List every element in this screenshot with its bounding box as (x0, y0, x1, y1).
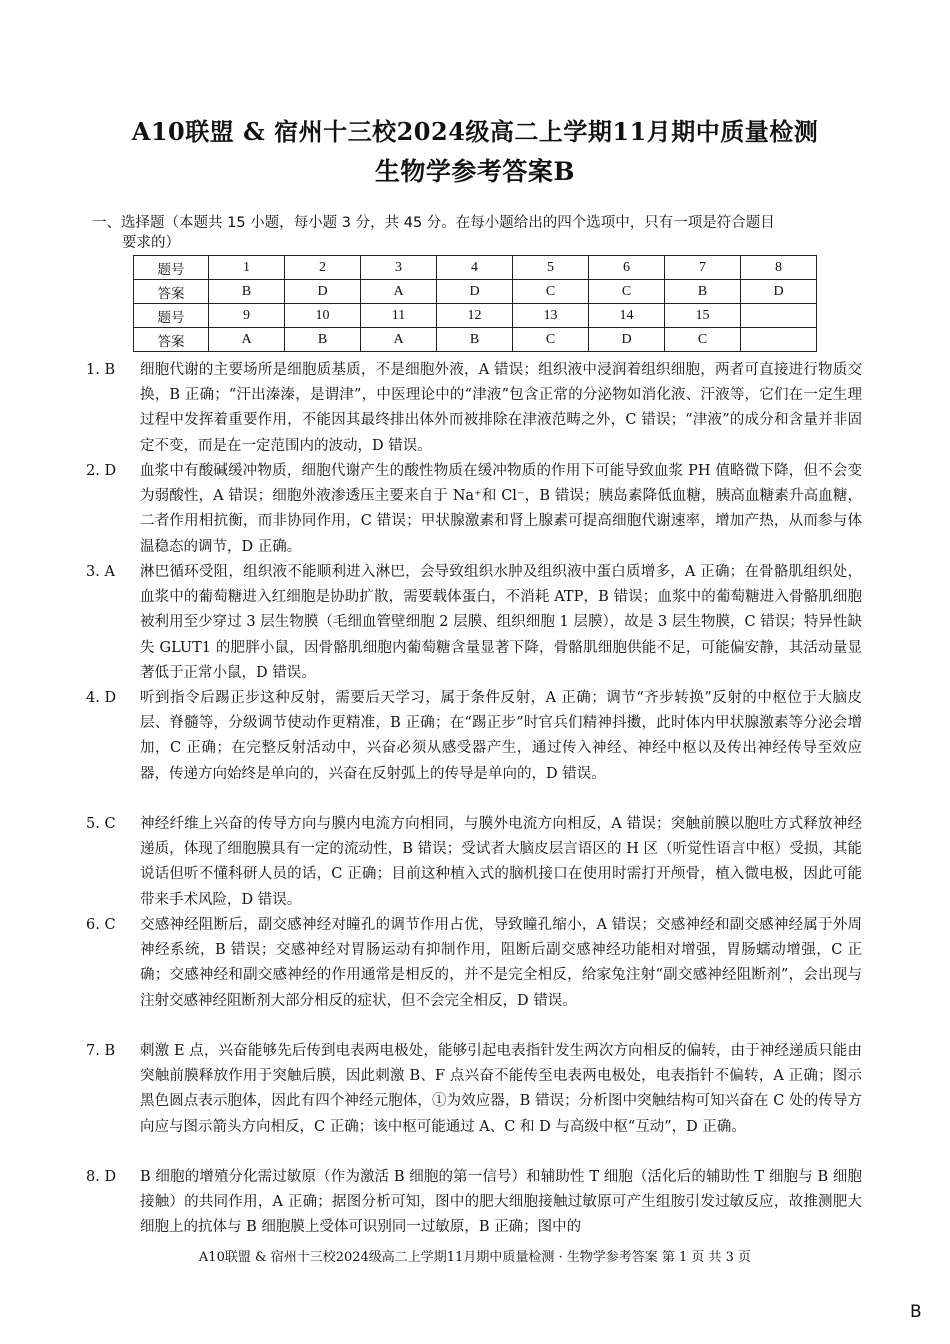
question-number-row-cell: 1 (209, 256, 285, 280)
question-number-row-cell: 13 (513, 304, 589, 328)
question-number-row-cell: 2 (285, 256, 361, 280)
question-number: 4. D (86, 690, 117, 706)
explanation-text: B 细胞的增殖分化需过敏原（作为激活 B 细胞的第一信号）和辅助性 T 细胞（活化后的辅助性 T 细胞与 B 细胞接触）的共同作用，A 正确；据图分析可知，图中的肥大细胞接触过敏原可产生组胺引发过敏反应，故推测肥大细胞上的抗体与 B 细胞膜上受体可识别同一过敏原，B 正确；图中的 (140, 1169, 862, 1236)
page-footer: A10联盟 & 宿州十三校2024级高二上学期11月期中质量检测 · 生物学参考答案 第 1 页 共 3 页 (198, 1250, 752, 1265)
answer-row (134, 328, 817, 352)
explanation-text: 交感神经阻断后，副交感神经对瞳孔的调节作用占优，导致瞳孔缩小，A 错误；交感神经和副交感神经属于外周神经系统，B 错误；交感神经对胃肠运动有抑制作用，阻断后副交感神经功能相对增强，胃肠蠕动增强，C 正确；交感神经和副交感神经的作用通常是相反的，并不是完全相反，给家兔注射“副交感神经阻断剂”，会出现与注射交感神经阻断剂大部分相反的症状，但不会完全相反，D 错误。 (140, 917, 862, 1009)
answer-row-cell: C (513, 328, 589, 352)
question-number: 7. B (86, 1043, 116, 1059)
question-number-row-cell: 7 (665, 256, 741, 280)
question-number-row-cell (741, 304, 817, 328)
section-label: 一、选择题（本题共 15 小题，每小题 3 分，共 45 分。在每小题给出的四个选项中，只有一项是符合题目 (92, 215, 775, 231)
question-number-row-label: 题号 (134, 304, 209, 328)
answer-row-cell: C (513, 280, 589, 304)
answer-explanation (86, 913, 862, 1014)
answer-row-label: 答案 (134, 280, 209, 304)
answer-row (134, 280, 817, 304)
question-number-row-cell: 11 (361, 304, 437, 328)
answer-table (133, 255, 817, 352)
answer-row-cell: D (285, 280, 361, 304)
section-heading (92, 213, 872, 253)
explanation-text: 神经纤维上兴奋的传导方向与膜内电流方向相同，与膜外电流方向相反，A 错误；突触前膜以胞吐方式释放神经递质，体现了细胞膜具有一定的流动性，B 错误；受试者大脑皮层言语区的 H 区（听觉性语言中枢）受损，其能说话但听不懂科研人员的话，C 正确；目前这种植入式的脑机接口在使用时需打开颅骨，植入微电极，因此可能带来手术风险，D 错误。 (140, 816, 862, 908)
version-mark: B (910, 1302, 922, 1322)
answer-explanation (86, 1165, 862, 1241)
answer-row-cell: D (437, 280, 513, 304)
question-number-row-cell: 10 (285, 304, 361, 328)
answer-explanation (86, 459, 862, 560)
answer-row-cell: B (285, 328, 361, 352)
answer-explanation (86, 812, 862, 913)
question-number-row (134, 304, 817, 328)
explanation-text: 刺激 E 点，兴奋能够先后传到电表两电极处，能够引起电表指针发生两次方向相反的偏转，由于神经递质只能由突触前膜释放作用于突触后膜，因此刺激 B、F 点兴奋不能传至电表两电极处，电表指针不偏转，A 正确；图示黑色圆点表示胞体，因此有四个神经元胞体，①为效应器，B 错误；分析图中突触结构可知兴奋在 C 处的传导方向应与图示箭头方向相反，C 正确；该中枢可能通过 A、C 和 D 与高级中枢“互动”，D 正确。 (140, 1043, 862, 1135)
question-number: 6. C (86, 917, 116, 933)
question-number-row-label: 题号 (134, 256, 209, 280)
answer-row-cell: B (437, 328, 513, 352)
explanation-text: 听到指令后踢正步这种反射，需要后天学习，属于条件反射，A 正确；调节“齐步转换”反射的中枢位于大脑皮层、脊髓等，分级调节使动作更精准，B 正确；在“踢正步”时官兵们精神抖擞，此时体内甲状腺激素等分泌会增加，C 正确；在完整反射活动中，兴奋必须从感受器产生，通过传入神经、神经中枢以及传出神经传导至效应器，传递方向始终是单向的，兴奋在反射弧上的传导是单向的，D 错误。 (140, 690, 862, 782)
document-title: A10联盟 & 宿州十三校2024级高二上学期11月期中质量检测 (131, 117, 819, 146)
answer-row-cell: A (209, 328, 285, 352)
answer-row-cell: C (589, 280, 665, 304)
answer-explanation (86, 560, 862, 686)
question-number-row-cell: 3 (361, 256, 437, 280)
answer-row-cell: B (209, 280, 285, 304)
question-number-row-cell: 15 (665, 304, 741, 328)
question-number-row-cell: 6 (589, 256, 665, 280)
document-subtitle: 生物学参考答案B (374, 157, 576, 186)
section-label-continued: 要求的） (122, 235, 180, 251)
question-number: 3. A (86, 564, 115, 580)
question-number-row-cell: 12 (437, 304, 513, 328)
answer-row-cell: D (589, 328, 665, 352)
question-number-row-cell: 5 (513, 256, 589, 280)
question-number: 2. D (86, 463, 117, 479)
answer-row-cell: A (361, 280, 437, 304)
answer-explanation (86, 1039, 862, 1140)
explanation-text: 血浆中有酸碱缓冲物质，细胞代谢产生的酸性物质在缓冲物质的作用下可能导致血浆 PH 值略微下降，但不会变为弱酸性，A 错误；细胞外液渗透压主要来自于 Na⁺和 Cl⁻，B 错误；胰岛素降低血糖，胰高血糖素升高血糖，二者作用相抗衡，而非协同作用，C 错误；甲状腺激素和肾上腺素可提高细胞代谢速率，增加产热，从而参与体温稳态的调节，D 正确。 (140, 463, 862, 555)
question-number-row-cell: 9 (209, 304, 285, 328)
answer-row-cell: C (665, 328, 741, 352)
question-number: 8. D (86, 1169, 117, 1185)
answer-row-label: 答案 (134, 328, 209, 352)
answer-row-cell: D (741, 280, 817, 304)
answer-row-cell (741, 328, 817, 352)
question-number: 1. B (86, 362, 116, 378)
question-number: 5. C (86, 816, 116, 832)
explanation-text: 淋巴循环受阻，组织液不能顺利进入淋巴，会导致组织水肿及组织液中蛋白质增多，A 正确；在骨骼肌组织处，血浆中的葡萄糖进入红细胞是协助扩散，需要载体蛋白，不消耗 ATP，B 错误；血浆中的葡萄糖进入骨骼肌细胞被利用至少穿过 3 层生物膜（毛细血管壁细胞 2 层膜、组织细胞 1 层膜），故是 3 层生物膜，C 错误；特异性缺失 GLUT1 的肥胖小鼠，因骨骼肌细胞内葡萄糖含量显著下降，骨骼肌细胞供能不足，可能偏安静，其活动量显著低于正常小鼠，D 错误。 (140, 564, 862, 681)
answer-row-cell: B (665, 280, 741, 304)
answer-explanation (86, 686, 862, 787)
question-number-row-cell: 4 (437, 256, 513, 280)
question-number-row (134, 256, 817, 280)
answer-row-cell: A (361, 328, 437, 352)
question-number-row-cell: 8 (741, 256, 817, 280)
answer-explanation (86, 358, 862, 459)
question-number-row-cell: 14 (589, 304, 665, 328)
explanation-text: 细胞代谢的主要场所是细胞质基质，不是细胞外液，A 错误；组织液中浸润着组织细胞，两者可直接进行物质交换，B 正确；“汗出溱溱，是谓津”，中医理论中的“津液”包含正常的分泌物如消化液、汗液等，它们在一定生理过程中发挥着重要作用，不能因其最终排出体外而被排除在津液范畴之外，C 错误；“津液”的成分和含量并非固定不变，而是在一定范围内的波动，D 错误。 (140, 362, 862, 454)
